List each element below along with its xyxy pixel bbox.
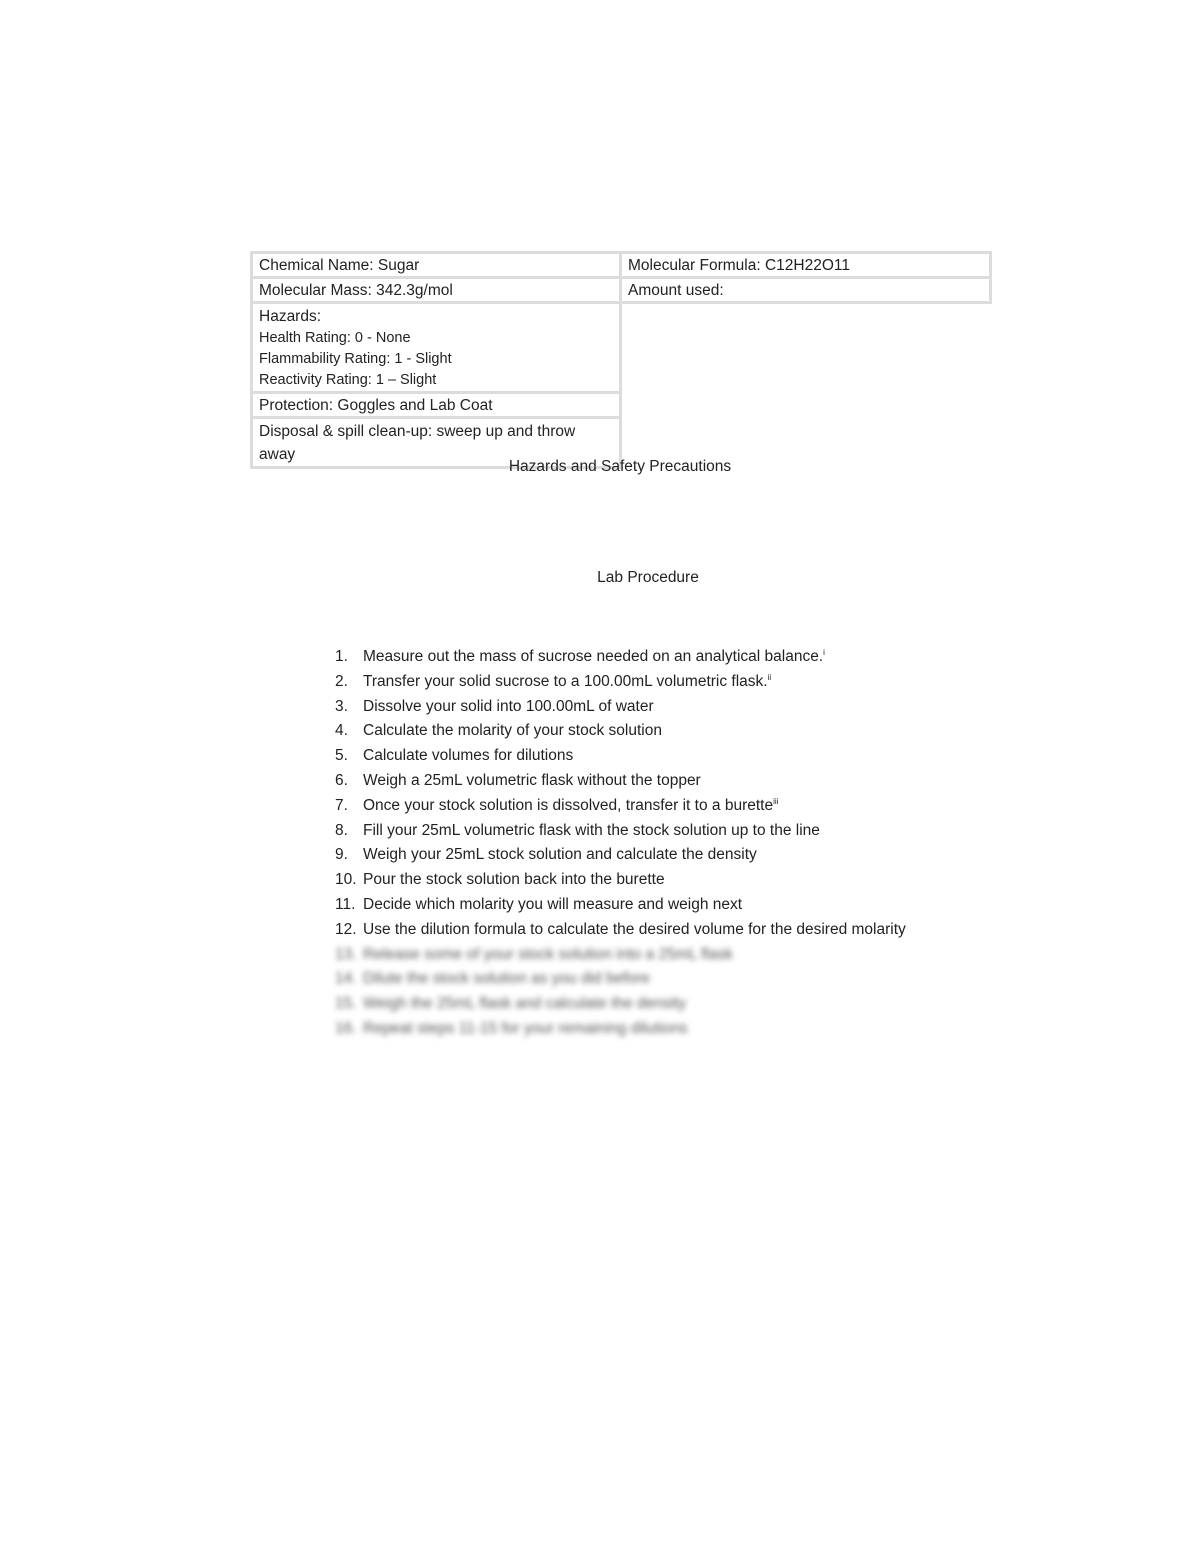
step-number: 3. xyxy=(335,697,348,715)
procedure-step xyxy=(335,992,995,1017)
step-number: 8. xyxy=(335,821,348,839)
step-number: 12. xyxy=(335,920,357,938)
step-text: Calculate the molarity of your stock solution xyxy=(363,722,662,740)
table-row xyxy=(252,253,991,278)
step-number: 11. xyxy=(335,895,356,913)
disposal: Disposal & spill clean-up: sweep up and throw away xyxy=(259,423,576,463)
footnote-marker[interactable]: ii xyxy=(767,672,772,682)
amount-used-cell xyxy=(621,278,991,303)
hazards-heading: Hazards: xyxy=(259,308,322,325)
table-caption: Hazards and Safety Precautions xyxy=(508,458,732,475)
flammability-rating: Flammability Rating: 1 - Slight xyxy=(259,351,452,367)
step-text: Weigh your 25mL stock solution and calculate the density xyxy=(363,846,757,864)
step-number: 14. xyxy=(335,970,357,988)
procedure-step xyxy=(335,1017,995,1042)
step-number: 15. xyxy=(335,995,357,1013)
chemical-name: Chemical Name: Sugar xyxy=(259,257,420,274)
table-row xyxy=(252,303,991,393)
step-text: Release some of your stock solution into a 25mL flask xyxy=(363,945,733,963)
step-text: Transfer your solid sucrose to a 100.00mL volumetric flask. xyxy=(363,672,768,690)
step-number: 5. xyxy=(335,747,348,765)
step-number: 13. xyxy=(335,945,357,963)
procedure-step xyxy=(335,943,995,968)
step-number: 16. xyxy=(335,1019,357,1037)
procedure-step xyxy=(335,843,995,868)
footnote-marker[interactable]: i xyxy=(823,647,825,657)
footnote-marker[interactable]: iii xyxy=(773,796,779,806)
procedure-step xyxy=(335,819,995,844)
step-number: 2. xyxy=(335,672,348,690)
section-title: Lab Procedure xyxy=(597,569,699,586)
step-text: Fill your 25mL volumetric flask with the stock solution up to the line xyxy=(363,821,820,839)
step-number: 1. xyxy=(335,648,348,665)
protection: Protection: Goggles and Lab Coat xyxy=(259,397,493,414)
procedure-step xyxy=(335,893,995,918)
procedure-step xyxy=(335,918,995,943)
procedure-step xyxy=(335,744,995,769)
procedure-step xyxy=(335,868,995,893)
step-text: Dissolve your solid into 100.00mL of water xyxy=(363,697,654,715)
molecular-mass: Molecular Mass: 342.3g/mol xyxy=(259,282,453,299)
procedure-step xyxy=(335,670,995,695)
procedure-list xyxy=(335,645,995,1042)
health-rating: Health Rating: 0 - None xyxy=(259,330,411,346)
procedure-step xyxy=(335,695,995,720)
molecular-mass-cell xyxy=(252,278,621,303)
step-text: Weigh the 25mL flask and calculate the density xyxy=(363,995,687,1013)
molecular-formula-cell xyxy=(621,253,991,278)
procedure-step xyxy=(335,769,995,794)
hazards-cell xyxy=(252,303,621,393)
step-text: Measure out the mass of sucrose needed on an analytical balance. xyxy=(363,648,824,665)
step-text: Once your stock solution is dissolved, transfer it to a burette xyxy=(363,796,774,814)
amount-used: Amount used: xyxy=(628,282,724,299)
procedure-step xyxy=(335,794,995,819)
safety-table xyxy=(250,251,992,469)
molecular-formula: Molecular Formula: C12H22O11 xyxy=(628,257,850,274)
step-text: Decide which molarity you will measure and weigh next xyxy=(363,895,743,913)
step-number: 6. xyxy=(335,771,348,789)
reactivity-rating: Reactivity Rating: 1 – Slight xyxy=(259,372,437,388)
procedure-step xyxy=(335,645,995,670)
table-row xyxy=(252,278,991,303)
blank-cell xyxy=(621,303,991,468)
step-text: Weigh a 25mL volumetric flask without the topper xyxy=(363,771,701,789)
procedure-step xyxy=(335,967,995,992)
step-text: Calculate volumes for dilutions xyxy=(363,747,574,765)
step-text: Pour the stock solution back into the burette xyxy=(363,871,665,889)
step-text: Dilute the stock solution as you did before xyxy=(363,970,650,988)
step-text: Use the dilution formula to calculate the desired volume for the desired molarity xyxy=(363,920,906,938)
step-number: 10. xyxy=(335,871,357,889)
step-number: 4. xyxy=(335,722,348,740)
chemical-name-cell xyxy=(252,253,621,278)
step-text: Repeat steps 11-15 for your remaining dilutions xyxy=(363,1019,688,1037)
protection-cell xyxy=(252,393,621,418)
procedure-step xyxy=(335,719,995,744)
step-number: 9. xyxy=(335,846,348,864)
step-number: 7. xyxy=(335,796,348,814)
